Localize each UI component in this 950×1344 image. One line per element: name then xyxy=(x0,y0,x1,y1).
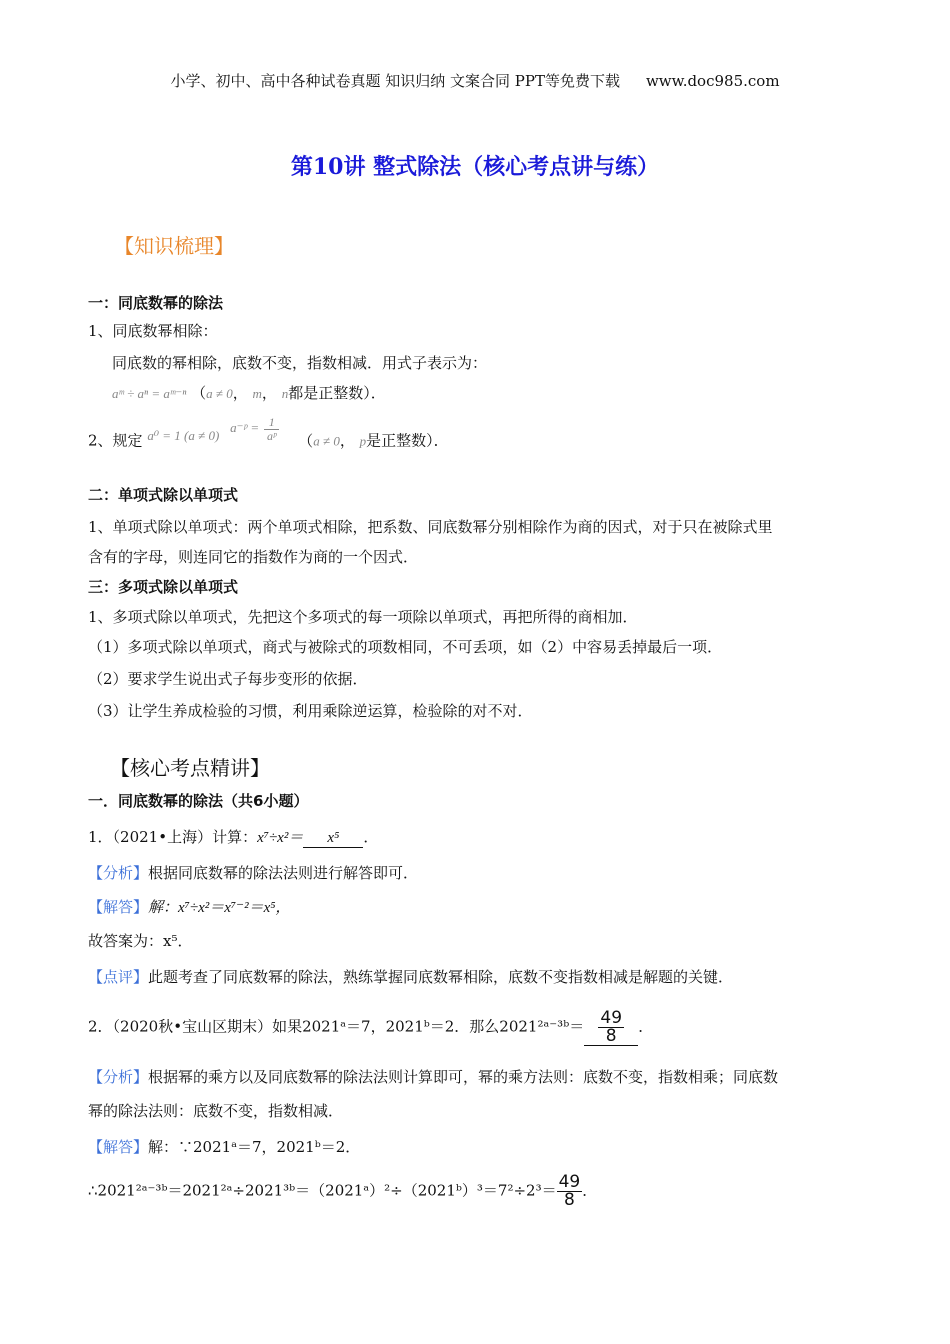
q2-calc-text: ∴2021²ᵃ⁻³ᵇ＝2021²ᵃ÷2021³ᵇ＝（2021ᵃ）²÷（2021ᵇ）³＝7²÷2³＝ xyxy=(88,1181,557,1200)
header-url[interactable]: www.doc985.com xyxy=(645,72,780,90)
polynomial-rule-line-1: 1、多项式除以单项式，先把这个多项式的每一项除以单项式，再把所得的商相加． xyxy=(88,608,638,626)
header-text: 小学、初中、高中各种试卷真题 知识归纳 文案合同 PPT等免费下载 xyxy=(170,72,620,90)
q1-answer: x⁵ xyxy=(327,830,340,846)
cond-n: n xyxy=(281,386,289,401)
q1-end: ． xyxy=(363,828,379,846)
page-title: 第10讲 整式除法（核心考点讲与练） xyxy=(290,154,660,180)
q1-stem: 1．（2021•上海）计算： xyxy=(88,828,258,846)
q2-stem: 2．（2020秋•宝山区期末）如果2021ᵃ＝7，2021ᵇ＝2．那么2021²ᵃ⁻³ᵇ＝ xyxy=(88,1017,585,1036)
neg-cond-end: 是正整数）． xyxy=(366,431,449,450)
neg-frac-num: 1 xyxy=(264,416,279,430)
q2-solution xyxy=(88,1136,360,1157)
polynomial-rule-line-4: （3）让学生养成检验的习惯，利用乘除逆运算，检验除的对不对． xyxy=(88,702,533,720)
q2-calc-fraction xyxy=(557,1174,583,1209)
monomial-rule-line-2: 含有的字母，则连同它的指数作为商的一个因式． xyxy=(88,548,419,566)
page-header xyxy=(0,70,950,91)
subsection-title-3: 三：多项式除以单项式 xyxy=(88,578,239,596)
question-2 xyxy=(88,1010,653,1046)
q2-calc-end: ． xyxy=(582,1181,598,1200)
q1-analysis-tag: 【分析】 xyxy=(88,864,149,882)
q1-solution xyxy=(88,896,290,917)
q2-analysis-line-1 xyxy=(88,1066,778,1087)
q1-comment xyxy=(88,966,733,987)
q1-analysis-text: 根据同底数幂的除法法则进行解答即可． xyxy=(148,864,419,882)
rule-1-label: 1、同底数幂相除： xyxy=(88,322,218,340)
q2-calculation xyxy=(88,1174,597,1209)
q1-answer-blank xyxy=(303,828,363,848)
q2-answer-fraction xyxy=(598,1010,624,1045)
q2-analysis-tag: 【分析】 xyxy=(88,1068,149,1086)
cond-m: m xyxy=(252,386,262,401)
cond-open: （ xyxy=(191,384,207,402)
rule-1-formula-line: aᵐ ÷ aⁿ = aᵐ⁻ⁿ （a ≠ 0， m， n都是正整数）． xyxy=(112,384,386,402)
q1-solution-text: 解：x⁷÷x²＝x⁷⁻²＝x⁵， xyxy=(148,900,291,916)
q1-solution-tag: 【解答】 xyxy=(88,898,149,916)
negative-exponent-lhs: a⁻ᵖ = xyxy=(230,419,260,435)
power-division-formula: aᵐ ÷ aⁿ = aᵐ⁻ⁿ xyxy=(112,386,187,401)
rule-2-label: 2、规定 xyxy=(88,431,143,450)
q1-final: 故答案为：x⁵． xyxy=(88,932,193,950)
section-heading-core: 【核心考点精讲】 xyxy=(110,756,270,780)
cond-end: 都是正整数）． xyxy=(288,384,386,402)
rule-2-line: 2、规定 a⁰ = 1 (a ≠ 0) a⁻ᵖ = $\frac{1}{\text{aᵖ}}$ （a ≠ 0， p是正整数）． xyxy=(88,415,449,450)
neg-cond-a-nonzero: a ≠ 0 xyxy=(313,433,340,449)
q2-solution-tag: 【解答】 xyxy=(88,1138,149,1156)
zero-exponent-rule: a⁰ = 1 (a ≠ 0) xyxy=(147,427,220,443)
q1-expression: x⁷÷x²＝ xyxy=(257,830,304,846)
polynomial-rule-line-2: （1）多项式除以单项式，商式与被除式的项数相同，不可丢项，如（2）中容易丢掉最后一项． xyxy=(88,638,723,656)
q2-analysis-text-1: 根据幂的乘方以及同底数幂的除法法则计算即可，幂的乘方法则：底数不变，指数相乘；同底数 xyxy=(148,1068,779,1086)
q2-end: ． xyxy=(638,1017,654,1036)
cond-a-nonzero: a ≠ 0 xyxy=(206,386,233,401)
question-1 xyxy=(88,826,378,848)
q2-answer-den: 8 xyxy=(605,1026,617,1046)
monomial-rule-line-1: 1、单项式除以单项式：两个单项式相除，把系数、同底数幂分别相除作为商的因式，对于只在被除式里 xyxy=(88,518,773,536)
section-heading-knowledge: 【知识梳理】 xyxy=(114,234,234,258)
subsection-title-2: 二：单项式除以单项式 xyxy=(88,486,239,504)
subsection-title-core-1: 一．同底数幂的除法（共6小题） xyxy=(88,792,309,810)
q2-answer-num: 49 xyxy=(600,1008,623,1028)
neg-cond-p: p xyxy=(359,433,367,449)
q1-comment-text: 此题考查了同底数幂的除法，熟练掌握同底数幂相除，底数不变指数相减是解题的关键． xyxy=(148,968,734,986)
q2-answer-blank xyxy=(584,1010,638,1046)
rule-1-text: 同底数的幂相除，底数不变，指数相减．用式子表示为： xyxy=(112,354,488,372)
q2-calc-den: 8 xyxy=(564,1190,575,1210)
subsection-title-1: 一：同底数幂的除法 xyxy=(88,294,224,312)
polynomial-rule-line-3: （2）要求学生说出式子每步变形的依据． xyxy=(88,670,368,688)
q2-calc-num: 49 xyxy=(558,1172,581,1192)
negative-exponent-fraction xyxy=(264,416,279,443)
q1-analysis xyxy=(88,862,418,883)
neg-frac-den: aᵖ xyxy=(266,429,277,444)
q2-analysis-line-2: 幂的除法法则：底数不变，指数相减． xyxy=(88,1102,344,1120)
q2-solution-text: 解：∵2021ᵃ＝7，2021ᵇ＝2． xyxy=(148,1138,361,1156)
q1-comment-tag: 【点评】 xyxy=(88,968,149,986)
